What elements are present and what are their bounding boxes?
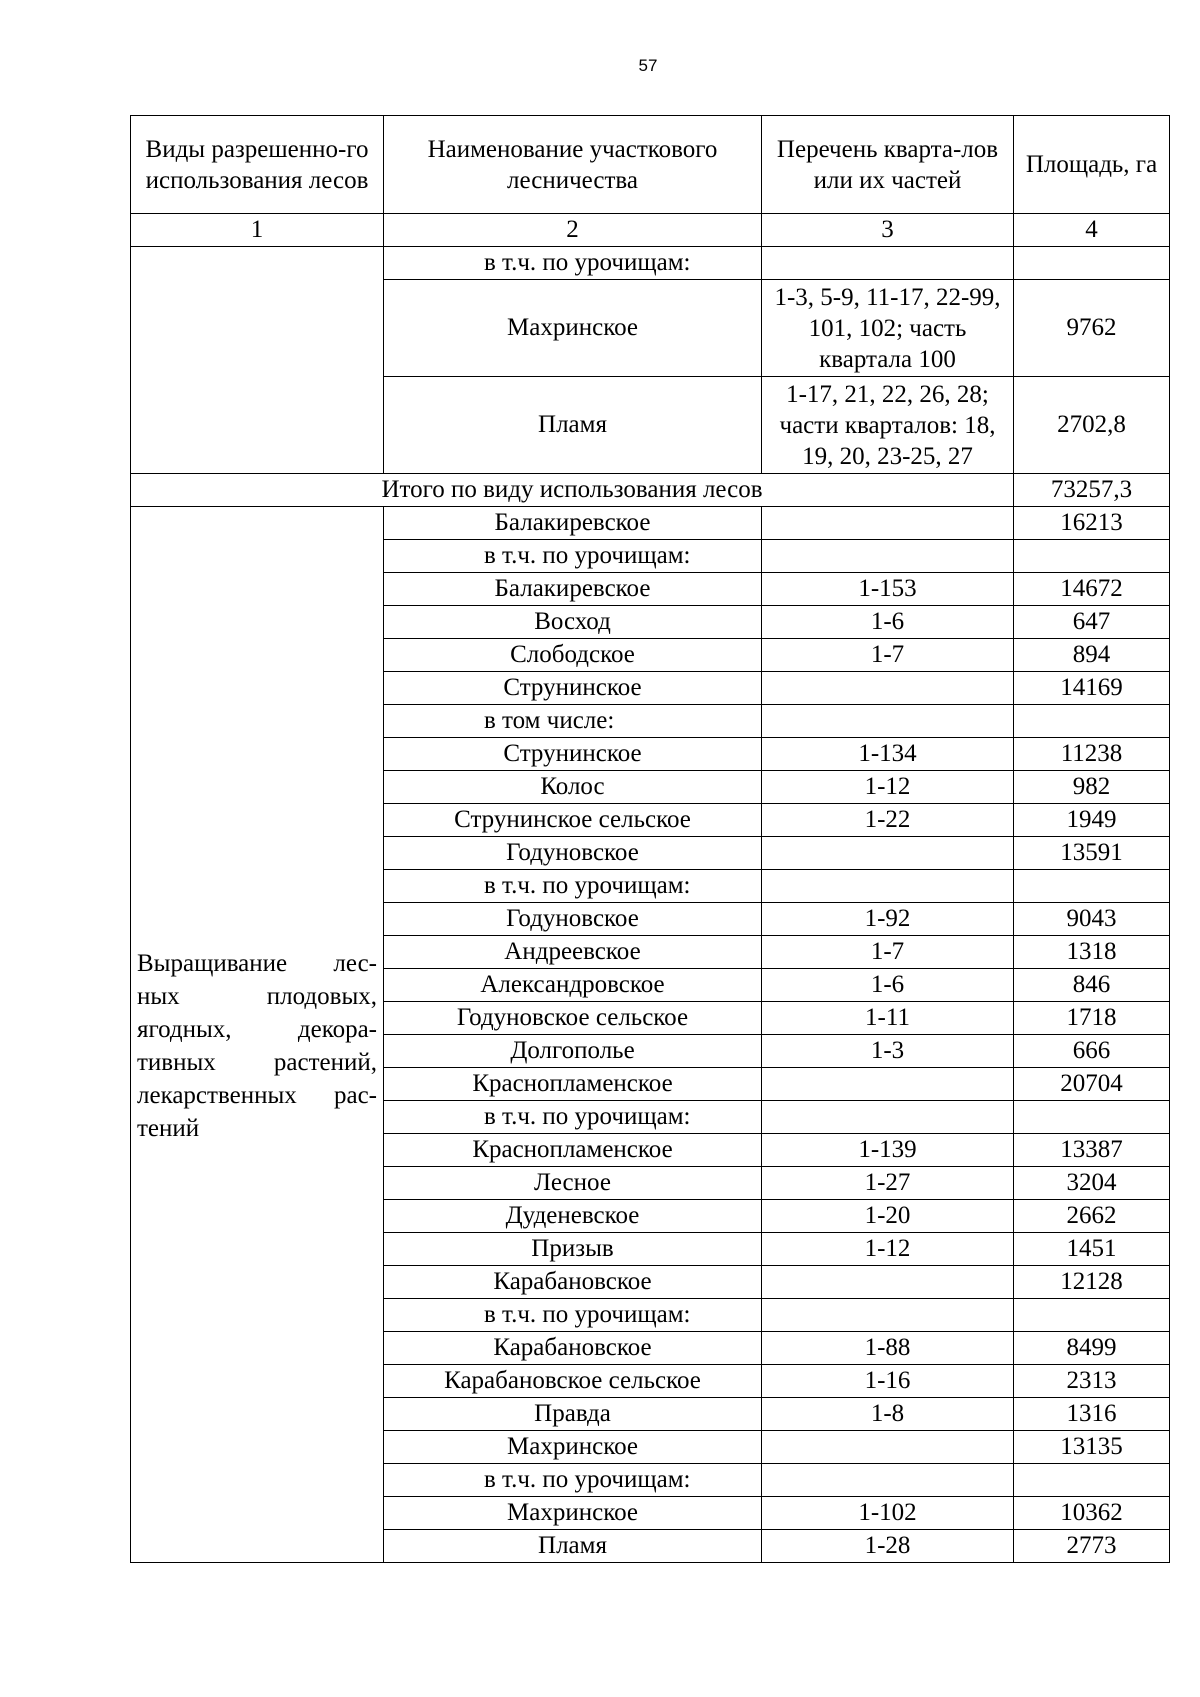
area-cell [1014, 247, 1170, 280]
area-cell: 1718 [1014, 1002, 1170, 1035]
area-cell: 846 [1014, 969, 1170, 1002]
quarters-cell: 1-3 [762, 1035, 1014, 1068]
quarters-cell: 1-12 [762, 771, 1014, 804]
forestry-name-cell: Восход [384, 606, 762, 639]
area-cell: 2773 [1014, 1530, 1170, 1563]
area-cell: 2662 [1014, 1200, 1170, 1233]
quarters-cell: 1-12 [762, 1233, 1014, 1266]
area-cell: 16213 [1014, 507, 1170, 540]
quarters-cell [762, 1299, 1014, 1332]
forestry-name-cell: Карабановское [384, 1332, 762, 1365]
header-area: Площадь, га [1014, 116, 1170, 214]
area-cell: 14169 [1014, 672, 1170, 705]
forestry-name-cell: в т.ч. по урочищам: [384, 870, 762, 903]
forestry-name-cell: в т.ч. по урочищам: [384, 1299, 762, 1332]
usage-type-cell-empty [131, 247, 384, 474]
forestry-name-cell: Струнинское сельское [384, 804, 762, 837]
forestry-name-cell: Пламя [384, 377, 762, 474]
forestry-name-cell: Краснопламенское [384, 1068, 762, 1101]
forestry-name-cell: Годуновское сельское [384, 1002, 762, 1035]
header-forestry-name: Наименование участкового лесничества [384, 116, 762, 214]
forestry-name-cell: Андреевское [384, 936, 762, 969]
column-number: 4 [1014, 214, 1170, 247]
quarters-cell: 1-153 [762, 573, 1014, 606]
area-cell: 11238 [1014, 738, 1170, 771]
area-cell: 10362 [1014, 1497, 1170, 1530]
quarters-cell: 1-92 [762, 903, 1014, 936]
forestry-name-cell: в т.ч. по урочищам: [384, 247, 762, 280]
forestry-name-cell: Долгополье [384, 1035, 762, 1068]
column-number-row [131, 214, 1170, 247]
quarters-cell [762, 705, 1014, 738]
forestry-name-cell: Дуденевское [384, 1200, 762, 1233]
forestry-name-cell: Лесное [384, 1167, 762, 1200]
quarters-cell [762, 507, 1014, 540]
quarters-cell [762, 870, 1014, 903]
total-label: Итого по виду использования лесов [131, 474, 1014, 507]
area-cell: 1451 [1014, 1233, 1170, 1266]
forestry-name-cell: Краснопламенское [384, 1134, 762, 1167]
table-row [131, 507, 1170, 540]
area-cell: 2702,8 [1014, 377, 1170, 474]
area-cell: 20704 [1014, 1068, 1170, 1101]
area-cell [1014, 540, 1170, 573]
area-cell [1014, 1299, 1170, 1332]
quarters-cell: 1-6 [762, 969, 1014, 1002]
area-cell: 647 [1014, 606, 1170, 639]
area-cell: 1316 [1014, 1398, 1170, 1431]
quarters-cell: 1-22 [762, 804, 1014, 837]
quarters-cell [762, 247, 1014, 280]
forestry-name-cell: Годуновское [384, 903, 762, 936]
area-cell: 982 [1014, 771, 1170, 804]
usage-type-label: Выращивание лес-ных плодовых, ягодных, декора-тивных растений, лекарственных рас-тений [137, 950, 377, 1142]
area-cell: 12128 [1014, 1266, 1170, 1299]
area-cell: 894 [1014, 639, 1170, 672]
area-cell: 9762 [1014, 280, 1170, 377]
quarters-cell: 1-134 [762, 738, 1014, 771]
area-cell: 13387 [1014, 1134, 1170, 1167]
quarters-cell [762, 1101, 1014, 1134]
forestry-name-cell: Балакиревское [384, 507, 762, 540]
area-cell: 9043 [1014, 903, 1170, 936]
forestry-name-cell: Александровское [384, 969, 762, 1002]
quarters-cell: 1-102 [762, 1497, 1014, 1530]
quarters-cell: 1-6 [762, 606, 1014, 639]
header-row [131, 116, 1170, 214]
forestry-name-cell: Балакиревское [384, 573, 762, 606]
forestry-name-cell: Махринское [384, 280, 762, 377]
column-number: 2 [384, 214, 762, 247]
area-cell: 13135 [1014, 1431, 1170, 1464]
column-number: 3 [762, 214, 1014, 247]
quarters-cell: 1-17, 21, 22, 26, 28; части кварталов: 18, 19, 20, 23-25, 27 [762, 377, 1014, 474]
forestry-name-cell: Пламя [384, 1530, 762, 1563]
area-cell: 13591 [1014, 837, 1170, 870]
forestry-name-cell: в т.ч. по урочищам: [384, 1101, 762, 1134]
forestry-name-cell: Колос [384, 771, 762, 804]
quarters-cell [762, 1431, 1014, 1464]
quarters-cell: 1-3, 5-9, 11-17, 22-99, 101, 102; часть квартала 100 [762, 280, 1014, 377]
area-cell: 2313 [1014, 1365, 1170, 1398]
quarters-cell: 1-20 [762, 1200, 1014, 1233]
forestry-name-cell: в том числе: [384, 705, 762, 738]
forestry-name-cell: Махринское [384, 1497, 762, 1530]
forestry-name-cell: Махринское [384, 1431, 762, 1464]
quarters-cell: 1-16 [762, 1365, 1014, 1398]
quarters-cell [762, 540, 1014, 573]
area-cell: 1949 [1014, 804, 1170, 837]
forestry-name-cell: Правда [384, 1398, 762, 1431]
quarters-cell [762, 672, 1014, 705]
forest-usage-table [130, 115, 1170, 1563]
forestry-name-cell: Струнинское [384, 738, 762, 771]
forestry-name-cell: Карабановское [384, 1266, 762, 1299]
area-cell [1014, 705, 1170, 738]
forestry-name-cell: Годуновское [384, 837, 762, 870]
forestry-name-cell: в т.ч. по урочищам: [384, 540, 762, 573]
page-number: 57 [638, 56, 658, 75]
quarters-cell [762, 837, 1014, 870]
area-cell: 3204 [1014, 1167, 1170, 1200]
forestry-name-cell: Струнинское [384, 672, 762, 705]
area-cell: 1318 [1014, 936, 1170, 969]
header-quarters-list: Перечень кварта-лов или их частей [762, 116, 1014, 214]
area-cell [1014, 1101, 1170, 1134]
quarters-cell [762, 1464, 1014, 1497]
quarters-cell [762, 1266, 1014, 1299]
area-cell: 14672 [1014, 573, 1170, 606]
forestry-name-cell: в т.ч. по урочищам: [384, 1464, 762, 1497]
area-cell: 666 [1014, 1035, 1170, 1068]
area-cell [1014, 1464, 1170, 1497]
quarters-cell: 1-139 [762, 1134, 1014, 1167]
area-cell [1014, 870, 1170, 903]
area-cell: 8499 [1014, 1332, 1170, 1365]
forestry-name-cell: Карабановское сельское [384, 1365, 762, 1398]
total-row [131, 474, 1170, 507]
column-number: 1 [131, 214, 384, 247]
total-area: 73257,3 [1014, 474, 1170, 507]
quarters-cell: 1-8 [762, 1398, 1014, 1431]
usage-type-cell [131, 507, 384, 1563]
header-usage-type: Виды разрешенно-го использования лесов [131, 116, 384, 214]
quarters-cell: 1-28 [762, 1530, 1014, 1563]
quarters-cell: 1-7 [762, 936, 1014, 969]
quarters-cell: 1-7 [762, 639, 1014, 672]
forestry-name-cell: Призыв [384, 1233, 762, 1266]
quarters-cell: 1-11 [762, 1002, 1014, 1035]
quarters-cell: 1-88 [762, 1332, 1014, 1365]
forestry-name-cell: Слободское [384, 639, 762, 672]
quarters-cell [762, 1068, 1014, 1101]
table-row [131, 247, 1170, 280]
quarters-cell: 1-27 [762, 1167, 1014, 1200]
